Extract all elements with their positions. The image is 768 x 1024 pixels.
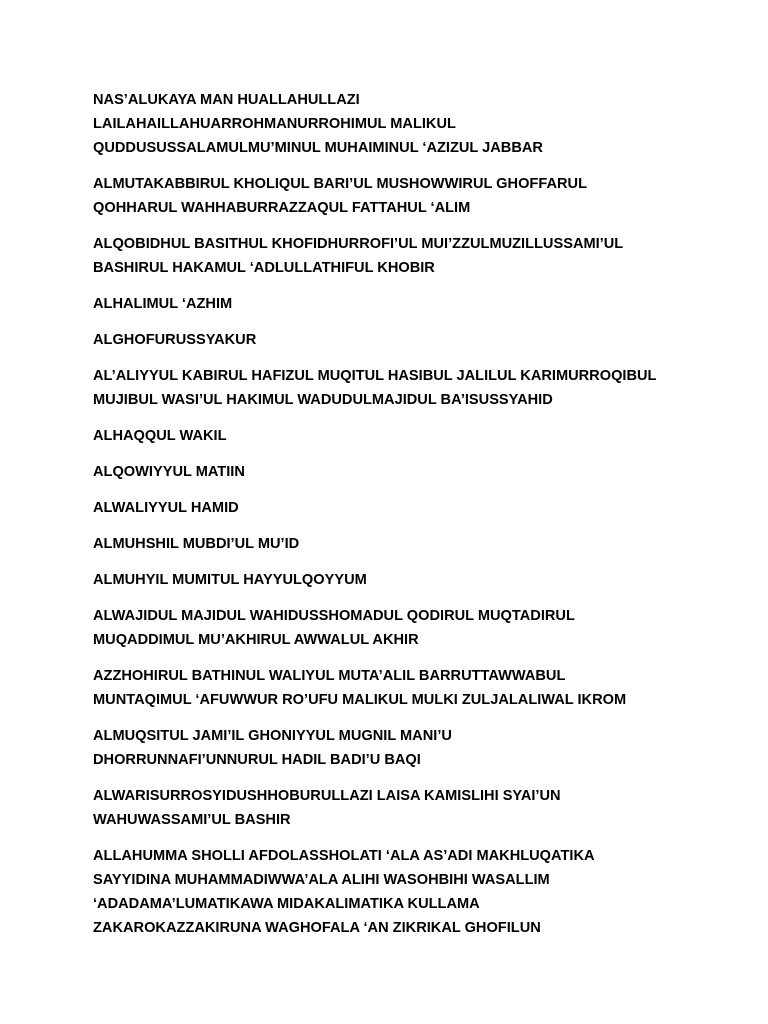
document-paragraph [93, 604, 733, 652]
paragraph-line: ALGHOFURUSSYAKUR [93, 332, 257, 348]
paragraph-line: DHORRUNNAFI’UNNURUL HADIL BADI’U BAQI [93, 752, 421, 768]
paragraph-line: NAS’ALUKAYA MAN HUALLAHULLAZI [93, 92, 360, 108]
document-paragraph [93, 424, 733, 448]
document-paragraph [93, 460, 733, 484]
paragraph-line: AZZHOHIRUL BATHINUL WALIYUL MUTA’ALIL BARRUTTAWWABUL [93, 668, 566, 684]
paragraph-line: ALLAHUMMA SHOLLI AFDOLASSHOLATI ‘ALA AS’ADI MAKHLUQATIKA [93, 848, 595, 864]
paragraph-line: AL’ALIYYUL KABIRUL HAFIZUL MUQITUL HASIBUL JALILUL KARIMURROQIBUL [93, 368, 657, 384]
paragraph-line: ALMUHSHIL MUBDI’UL MU’ID [93, 536, 300, 552]
paragraph-line: ZAKAROKAZZAKIRUNA WAGHOFALA ‘AN ZIKRIKAL GHOFILUN [93, 920, 541, 936]
document-paragraph [93, 232, 733, 280]
paragraph-line: ‘ADADAMA’LUMATIKAWA MIDAKALIMATIKA KULLAMA [93, 896, 480, 912]
document-paragraph [93, 292, 733, 316]
document-paragraph [93, 88, 733, 160]
document-paragraph [93, 664, 733, 712]
document-paragraph [93, 364, 733, 412]
paragraph-line: ALWARISURROSYIDUSHHOBURULLAZI LAISA KAMISLIHI SYAI’UN [93, 788, 561, 804]
paragraph-line: ALQOWIYYUL MATIIN [93, 464, 245, 480]
document-paragraph [93, 532, 733, 556]
paragraph-line: MUJIBUL WASI’UL HAKIMUL WADUDULMAJIDUL BA’ISUSSYAHID [93, 392, 553, 408]
document-paragraph [93, 568, 733, 592]
paragraph-line: LAILAHAILLAHUARROHMANURROHIMUL MALIKUL [93, 116, 456, 132]
paragraph-line: ALQOBIDHUL BASITHUL KHOFIDHURROFI’UL MUI’ZZULMUZILLUSSAMI’UL [93, 236, 624, 252]
paragraph-line: ALMUTAKABBIRUL KHOLIQUL BARI’UL MUSHOWWIRUL GHOFFARUL [93, 176, 587, 192]
document-paragraph [93, 328, 733, 352]
paragraph-line: QUDDUSUSSALAMULMU’MINUL MUHAIMINUL ‘AZIZUL JABBAR [93, 140, 543, 156]
paragraph-line: MUNTAQIMUL ‘AFUWWUR RO’UFU MALIKUL MULKI ZULJALALIWAL IKROM [93, 692, 627, 708]
paragraph-line: ALHAQQUL WAKIL [93, 428, 227, 444]
document-paragraph [93, 784, 733, 832]
paragraph-line: ALHALIMUL ‘AZHIM [93, 296, 233, 312]
document-paragraph [93, 172, 733, 220]
paragraph-line: QOHHARUL WAHHABURRAZZAQUL FATTAHUL ‘ALIM [93, 200, 471, 216]
paragraph-line: ALMUQSITUL JAMI’IL GHONIYYUL MUGNIL MANI’U [93, 728, 452, 744]
document-paragraph [93, 844, 733, 940]
document-paragraph [93, 496, 733, 520]
paragraph-line: ALWALIYYUL HAMID [93, 500, 239, 516]
document-paragraph [93, 724, 733, 772]
paragraph-line: WAHUWASSAMI’UL BASHIR [93, 812, 291, 828]
paragraph-line: ALWAJIDUL MAJIDUL WAHIDUSSHOMADUL QODIRUL MUQTADIRUL [93, 608, 575, 624]
paragraph-line: MUQADDIMUL MU’AKHIRUL AWWALUL AKHIR [93, 632, 419, 648]
paragraph-line: SAYYIDINA MUHAMMADIWWA’ALA ALIHI WASOHBIHI WASALLIM [93, 872, 550, 888]
paragraph-line: ALMUHYIL MUMITUL HAYYULQOYYUM [93, 572, 367, 588]
paragraph-line: BASHIRUL HAKAMUL ‘ADLULLATHIFUL KHOBIR [93, 260, 435, 276]
